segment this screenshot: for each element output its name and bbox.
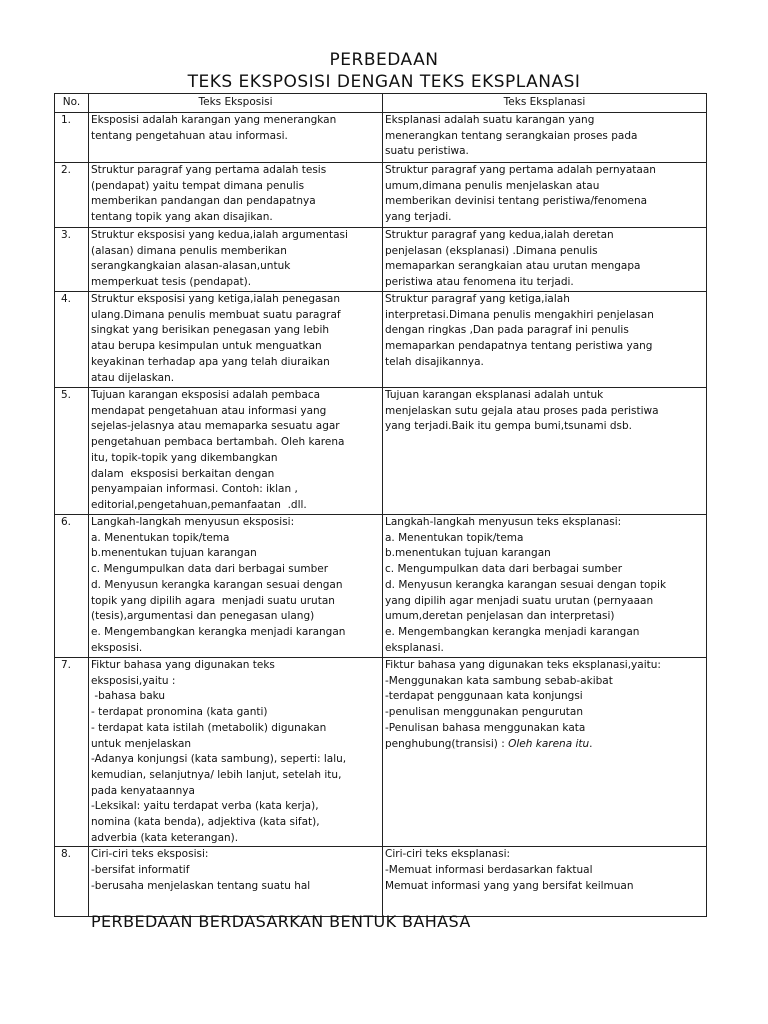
- eksplanasi-text-line: [385, 879, 704, 895]
- cell-eksplanasi: [383, 163, 707, 228]
- eksposisi-text-line: [91, 515, 380, 531]
- eksposisi-line-text: tentang topik yang akan disajikan.: [91, 211, 273, 224]
- eksplanasi-text-line: [385, 163, 704, 179]
- eksposisi-text-line: [91, 371, 380, 387]
- eksposisi-text-line: [91, 113, 380, 129]
- eksposisi-text-line: [91, 308, 380, 324]
- eksposisi-line-text: (pendapat) yaitu tempat dimana penulis: [91, 179, 305, 192]
- eksposisi-line-text: Struktur paragraf yang pertama adalah tesis: [91, 164, 327, 176]
- table-row: [55, 163, 707, 228]
- eksposisi-text-line: [91, 129, 380, 145]
- table-row: [55, 113, 707, 163]
- eksposisi-text-line: [91, 658, 380, 674]
- table-header-row: [55, 94, 707, 113]
- eksposisi-line-text: Langkah-langkah menyusun eksposisi:: [91, 516, 295, 528]
- eksplanasi-line-text: yang terjadi.Baik itu gempa bumi,tsunami dsb.: [385, 420, 633, 433]
- eksposisi-text-line: [91, 292, 380, 308]
- eksposisi-text-line: [91, 799, 380, 815]
- eksplanasi-text-line: [385, 641, 704, 657]
- eksplanasi-text-line: [385, 531, 704, 547]
- eksposisi-line-text: -bersifat informatif: [91, 864, 190, 877]
- eksplanasi-text-line: [385, 689, 704, 705]
- eksplanasi-text-line: [385, 578, 704, 594]
- eksplanasi-line-text: -Memuat informasi berdasarkan faktual: [385, 864, 593, 877]
- eksposisi-line-text: Eksposisi adalah karangan yang menerangkan: [91, 114, 337, 126]
- eksposisi-line-text: - terdapat pronomina (kata ganti): [91, 706, 268, 719]
- eksplanasi-line-text: Eksplanasi adalah suatu karangan yang: [385, 114, 595, 126]
- row-number: 8.: [55, 847, 89, 917]
- eksposisi-text-line: [91, 641, 380, 657]
- eksplanasi-text-line: [385, 244, 704, 260]
- eksposisi-text-line: [91, 562, 380, 578]
- eksposisi-line-text: d. Menyusun kerangka karangan sesuai dengan: [91, 578, 343, 591]
- table-row: [55, 847, 707, 917]
- eksposisi-text-line: [91, 784, 380, 800]
- cell-eksposisi: [89, 113, 383, 163]
- eksposisi-line-text: untuk menjelaskan: [91, 737, 192, 750]
- eksposisi-line-text: eksposisi,yaitu :: [91, 674, 176, 687]
- eksposisi-line-text: (alasan) dimana penulis memberikan: [91, 244, 287, 257]
- eksposisi-line-text: -bahasa baku: [91, 690, 166, 703]
- header-no: No.: [55, 94, 89, 113]
- cell-eksplanasi: [383, 113, 707, 163]
- eksplanasi-line-text: yang dipilih agar menjadi suatu urutan (pernyaaan: [385, 594, 654, 607]
- eksplanasi-text-line: [385, 863, 704, 879]
- table-row: [55, 515, 707, 658]
- eksposisi-line-text: ulang.Dimana penulis membuat suatu paragraf: [91, 308, 341, 321]
- eksposisi-text-line: [91, 879, 380, 895]
- eksplanasi-line-text: yang terjadi.: [385, 211, 452, 224]
- eksposisi-text-line: [91, 388, 380, 404]
- eksplanasi-text-line: [385, 228, 704, 244]
- cell-eksplanasi: [383, 228, 707, 292]
- eksposisi-text-line: [91, 768, 380, 784]
- eksposisi-line-text: topik yang dipilih agara menjadi suatu urutan: [91, 594, 335, 607]
- eksposisi-text-line: [91, 163, 380, 179]
- eksposisi-line-text: dalam eksposisi berkaitan dengan: [91, 467, 275, 480]
- eksposisi-text-line: [91, 435, 380, 451]
- eksplanasi-line-text: Struktur paragraf yang kedua,ialah deretan: [385, 229, 614, 241]
- italic-example: Oleh karena itu: [508, 737, 590, 750]
- eksplanasi-text-line: [385, 721, 704, 737]
- cell-eksposisi: [89, 515, 383, 658]
- eksposisi-line-text: a. Menentukan topik/tema: [91, 531, 230, 544]
- eksposisi-text-line: [91, 339, 380, 355]
- cell-eksplanasi: [383, 515, 707, 658]
- eksposisi-line-text: serangkangkaian alasan-alasan,untuk: [91, 260, 291, 273]
- eksposisi-line-text: penyampaian informasi. Contoh: iklan ,: [91, 483, 298, 496]
- table-row: [55, 388, 707, 515]
- eksposisi-text-line: [91, 689, 380, 705]
- cell-eksposisi: [89, 847, 383, 917]
- eksposisi-line-text: Fiktur bahasa yang digunakan teks: [91, 659, 275, 671]
- cell-eksposisi: [89, 658, 383, 847]
- eksplanasi-text-line: [385, 674, 704, 690]
- eksplanasi-line-text: penghubung(transisi) :: [385, 737, 509, 750]
- eksplanasi-text-line: [385, 113, 704, 129]
- line-end-punctuation: .: [589, 737, 593, 750]
- eksposisi-text-line: [91, 498, 380, 514]
- eksplanasi-text-line: [385, 609, 704, 625]
- eksposisi-text-line: [91, 831, 380, 847]
- eksposisi-text-line: [91, 863, 380, 879]
- eksplanasi-line-text: penjelasan (eksplanasi) .Dimana penulis: [385, 244, 598, 257]
- eksposisi-text-line: [91, 323, 380, 339]
- eksposisi-line-text: kemudian, selanjutnya/ lebih lanjut, setelah itu,: [91, 768, 342, 781]
- row-number: 2.: [55, 163, 89, 228]
- eksplanasi-text-line: [385, 737, 704, 753]
- eksplanasi-line-text: memaparkan serangkaian atau urutan mengapa: [385, 260, 641, 273]
- eksplanasi-line-text: e. Mengembangkan kerangka menjadi karangan: [385, 625, 640, 638]
- eksposisi-text-line: [91, 419, 380, 435]
- eksplanasi-text-line: [385, 210, 704, 226]
- eksposisi-line-text: atau dijelaskan.: [91, 371, 175, 384]
- eksposisi-text-line: [91, 404, 380, 420]
- eksplanasi-line-text: umum,deretan penjelasan dan interpretasi): [385, 610, 615, 623]
- table-row: [55, 658, 707, 847]
- row-number: 4.: [55, 292, 89, 388]
- eksposisi-text-line: [91, 546, 380, 562]
- eksposisi-text-line: [91, 625, 380, 641]
- eksplanasi-text-line: [385, 705, 704, 721]
- eksposisi-line-text: -Adanya konjungsi (kata sambung), seperti: lalu,: [91, 753, 347, 766]
- eksplanasi-text-line: [385, 625, 704, 641]
- eksposisi-text-line: [91, 721, 380, 737]
- section-heading: PERBEDAAN BERDASARKAN BENTUK BAHASA: [91, 912, 471, 931]
- row-number: 5.: [55, 388, 89, 515]
- eksplanasi-text-line: [385, 419, 704, 435]
- eksplanasi-line-text: -Penulisan bahasa menggunakan kata: [385, 721, 586, 734]
- eksplanasi-text-line: [385, 658, 704, 674]
- cell-eksplanasi: [383, 847, 707, 917]
- eksposisi-line-text: (tesis),argumentasi dan penegasan ulang): [91, 610, 315, 623]
- eksposisi-line-text: eksposisi.: [91, 641, 143, 654]
- eksplanasi-line-text: dengan ringkas ,Dan pada paragraf ini penulis: [385, 324, 629, 337]
- eksplanasi-line-text: Ciri-ciri teks eksplanasi:: [385, 848, 511, 861]
- eksposisi-line-text: -berusaha menjelaskan tentang suatu hal: [91, 879, 311, 892]
- eksplanasi-text-line: [385, 546, 704, 562]
- eksplanasi-text-line: [385, 144, 704, 160]
- eksposisi-line-text: pengetahuan pembaca bertambah. Oleh karena: [91, 436, 345, 449]
- eksposisi-text-line: [91, 275, 380, 291]
- eksplanasi-line-text: umum,dimana penulis menjelaskan atau: [385, 179, 600, 192]
- header-eksposisi: Teks Eksposisi: [89, 94, 383, 113]
- cell-eksplanasi: [383, 388, 707, 515]
- eksplanasi-text-line: [385, 292, 704, 308]
- eksplanasi-line-text: Memuat informasi yang yang bersifat keilmuan: [385, 879, 634, 892]
- eksplanasi-text-line: [385, 355, 704, 371]
- eksposisi-text-line: [91, 594, 380, 610]
- eksplanasi-line-text: -terdapat penggunaan kata konjungsi: [385, 690, 583, 703]
- eksplanasi-line-text: b.menentukan tujuan karangan: [385, 547, 551, 560]
- eksposisi-text-line: [91, 194, 380, 210]
- cell-eksposisi: [89, 163, 383, 228]
- eksposisi-text-line: [91, 674, 380, 690]
- eksplanasi-line-text: menerangkan tentang serangkaian proses pada: [385, 129, 638, 142]
- eksposisi-text-line: [91, 705, 380, 721]
- eksposisi-text-line: [91, 355, 380, 371]
- eksposisi-text-line: [91, 228, 380, 244]
- cell-eksplanasi: [383, 292, 707, 388]
- cell-eksposisi: [89, 292, 383, 388]
- eksplanasi-text-line: [385, 275, 704, 291]
- document-title: PERBEDAAN: [329, 50, 439, 70]
- eksposisi-text-line: [91, 847, 380, 863]
- eksplanasi-line-text: suatu peristiwa.: [385, 145, 469, 158]
- eksplanasi-line-text: Fiktur bahasa yang digunakan teks eksplanasi,yaitu:: [385, 659, 661, 671]
- eksplanasi-line-text: Tujuan karangan eksplanasi adalah untuk: [385, 389, 604, 401]
- eksplanasi-line-text: c. Mengumpulkan data dari berbagai sumber: [385, 563, 623, 576]
- eksposisi-text-line: [91, 737, 380, 753]
- document-subtitle: TEKS EKSPOSISI DENGAN TEKS EKSPLANASI: [187, 72, 581, 92]
- eksposisi-text-line: [91, 210, 380, 226]
- eksposisi-line-text: tentang pengetahuan atau informasi.: [91, 129, 288, 142]
- eksposisi-line-text: memperkuat tesis (pendapat).: [91, 276, 252, 289]
- table-row: [55, 228, 707, 292]
- eksplanasi-line-text: Langkah-langkah menyusun teks eksplanasi:: [385, 516, 622, 528]
- eksplanasi-text-line: [385, 847, 704, 863]
- eksplanasi-line-text: eksplanasi.: [385, 641, 444, 654]
- eksplanasi-line-text: -Menggunakan kata sambung sebab-akibat: [385, 674, 613, 687]
- row-number: 7.: [55, 658, 89, 847]
- eksplanasi-line-text: Struktur paragraf yang ketiga,ialah: [385, 293, 570, 305]
- eksposisi-text-line: [91, 451, 380, 467]
- eksplanasi-text-line: [385, 308, 704, 324]
- comparison-table: [54, 93, 707, 917]
- eksposisi-line-text: sejelas-jelasnya atau memaparka sesuatu agar: [91, 420, 340, 433]
- eksposisi-line-text: atau berupa kesimpulan untuk menguatkan: [91, 340, 322, 353]
- row-number: 3.: [55, 228, 89, 292]
- eksplanasi-text-line: [385, 323, 704, 339]
- eksposisi-line-text: adverbia (kata keterangan).: [91, 831, 239, 844]
- eksposisi-text-line: [91, 467, 380, 483]
- eksposisi-line-text: Tujuan karangan eksposisi adalah pembaca: [91, 389, 321, 401]
- header-eksplanasi: Teks Eksplanasi: [383, 94, 707, 113]
- eksposisi-line-text: - terdapat kata istilah (metabolik) digunakan: [91, 721, 327, 734]
- eksposisi-line-text: -Leksikal: yaitu terdapat verba (kata kerja),: [91, 800, 319, 813]
- eksplanasi-line-text: peristiwa atau fenomena itu terjadi.: [385, 276, 574, 289]
- eksplanasi-line-text: menjelaskan sutu gejala atau proses pada peristiwa: [385, 404, 659, 417]
- eksposisi-line-text: Struktur eksposisi yang ketiga,ialah penegasan: [91, 293, 341, 305]
- eksposisi-text-line: [91, 244, 380, 260]
- eksposisi-line-text: itu, topik-topik yang dikembangkan: [91, 451, 278, 464]
- eksplanasi-text-line: [385, 594, 704, 610]
- eksplanasi-text-line: [385, 179, 704, 195]
- eksposisi-line-text: memberikan pandangan dan pendapatnya: [91, 195, 316, 208]
- eksplanasi-text-line: [385, 515, 704, 531]
- eksplanasi-line-text: a. Menentukan topik/tema: [385, 531, 524, 544]
- eksplanasi-text-line: [385, 562, 704, 578]
- eksposisi-text-line: [91, 752, 380, 768]
- eksposisi-line-text: pada kenyataannya: [91, 784, 195, 797]
- eksposisi-line-text: Struktur eksposisi yang kedua,ialah argumentasi: [91, 229, 348, 241]
- eksposisi-line-text: c. Mengumpulkan data dari berbagai sumber: [91, 563, 329, 576]
- eksplanasi-line-text: Struktur paragraf yang pertama adalah pernyataan: [385, 164, 656, 176]
- eksplanasi-text-line: [385, 194, 704, 210]
- eksposisi-line-text: singkat yang berisikan penegasan yang lebih: [91, 324, 330, 337]
- row-number: 6.: [55, 515, 89, 658]
- cell-eksposisi: [89, 228, 383, 292]
- eksposisi-text-line: [91, 482, 380, 498]
- eksplanasi-line-text: memaparkan pendapatnya tentang peristiwa yang: [385, 340, 653, 353]
- eksplanasi-text-line: [385, 404, 704, 420]
- eksplanasi-text-line: [385, 259, 704, 275]
- eksplanasi-text-line: [385, 129, 704, 145]
- cell-eksposisi: [89, 388, 383, 515]
- eksplanasi-line-text: interpretasi.Dimana penulis mengakhiri penjelasan: [385, 308, 654, 321]
- eksplanasi-text-line: [385, 388, 704, 404]
- eksposisi-text-line: [91, 609, 380, 625]
- eksplanasi-line-text: telah disajikannya.: [385, 355, 484, 368]
- eksposisi-line-text: b.menentukan tujuan karangan: [91, 547, 257, 560]
- eksposisi-line-text: Ciri-ciri teks eksposisi:: [91, 848, 209, 861]
- eksposisi-line-text: editorial,pengetahuan,pemanfaatan .dll.: [91, 498, 307, 511]
- cell-eksplanasi: [383, 658, 707, 847]
- row-number: 1.: [55, 113, 89, 163]
- eksposisi-text-line: [91, 179, 380, 195]
- eksposisi-text-line: [91, 259, 380, 275]
- eksposisi-line-text: keyakinan terhadap apa yang telah diuraikan: [91, 355, 330, 368]
- eksposisi-line-text: mendapat pengetahuan atau informasi yang: [91, 404, 327, 417]
- eksplanasi-text-line: [385, 339, 704, 355]
- eksposisi-line-text: nomina (kata benda), adjektiva (kata sifat),: [91, 816, 320, 829]
- eksplanasi-line-text: -penulisan menggunakan pengurutan: [385, 706, 583, 719]
- eksposisi-text-line: [91, 578, 380, 594]
- eksposisi-line-text: e. Mengembangkan kerangka menjadi karangan: [91, 625, 346, 638]
- eksplanasi-line-text: d. Menyusun kerangka karangan sesuai dengan topik: [385, 578, 667, 591]
- eksposisi-text-line: [91, 531, 380, 547]
- table-row: [55, 292, 707, 388]
- eksposisi-text-line: [91, 815, 380, 831]
- eksplanasi-line-text: memberikan devinisi tentang peristiwa/fenomena: [385, 195, 648, 208]
